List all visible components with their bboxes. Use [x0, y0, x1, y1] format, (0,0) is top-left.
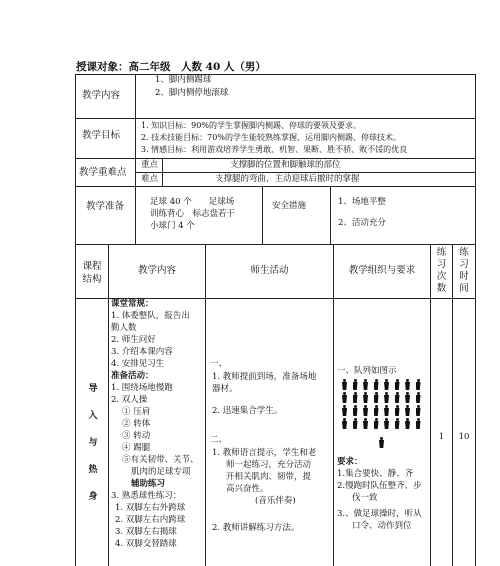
header-title: 授课对象：高二年级 人数 40 人（男） — [76, 61, 266, 73]
content-line: 3. 熟悉球性练习： — [111, 491, 182, 501]
org-title: 一、队列如图示 — [337, 366, 397, 376]
student-figure — [415, 405, 422, 416]
col-count: 练 习 次 数 — [436, 247, 447, 294]
content-label: 教学内容 — [82, 90, 121, 101]
activity-line: 一、 — [210, 359, 228, 369]
student-figure — [373, 418, 380, 429]
goal-item: 3. 情感目标：利用游戏培养学生勇敢、机智、果断、胜不骄、败不馁的优良 — [141, 145, 408, 154]
activity-line: 器材。 — [212, 384, 238, 394]
student-figure — [404, 392, 411, 403]
student-figure — [415, 418, 422, 429]
org-req-line: 1.集合要快、静、齐 — [337, 469, 414, 479]
content-line: 勤人数 — [111, 323, 137, 333]
col-organization: 教学组织与要求 — [348, 265, 416, 276]
student-figure — [362, 405, 369, 416]
student-figure — [341, 379, 348, 390]
student-figure — [394, 392, 401, 403]
goal-item: 1. 知识目标：90%的学生掌握脚内侧踢、停球的要领及要求。 — [141, 121, 361, 130]
section-name-char: 入 — [88, 411, 98, 421]
activity-line: (音乐伴奏) — [255, 496, 296, 506]
content-line: 4. 安排见习生 — [111, 359, 165, 369]
goal-item: 2. 技术技能目标：70%的学生能较熟练掌握、运用脚内侧踢、停球技术。 — [141, 133, 401, 142]
content-line: ④ 踢腿 — [122, 443, 151, 453]
line — [108, 244, 109, 566]
content-line: 4. 双脚交替踏球 — [115, 539, 177, 549]
student-figure — [352, 418, 359, 429]
section-name-char: 与 — [88, 438, 98, 448]
student-figure — [383, 405, 390, 416]
org-req-line: 口令、动作到位 — [352, 521, 412, 531]
safety-item: 1、场地平整 — [338, 197, 386, 207]
keypoints-label: 教学重难点 — [79, 167, 127, 178]
student-figure — [383, 379, 390, 390]
content-line: 肌肉的足球专项 — [131, 467, 191, 477]
content-line: 2. 师生问好 — [111, 335, 156, 345]
student-figure — [341, 405, 348, 416]
equipment-line: 足球 40 个 足球场 — [150, 197, 235, 207]
org-req-line: 2.慢跑时队伍整齐、步 — [337, 481, 422, 491]
org-requirements-title: 要求： — [337, 457, 363, 467]
activity-line: 1. 教师提前到场，准备场地 — [212, 372, 317, 382]
line — [135, 74, 136, 244]
content-line: 课堂常规： — [111, 299, 154, 309]
student-figure — [394, 405, 401, 416]
student-figure — [404, 405, 411, 416]
activity-line: 2. 迅速集合学生。 — [212, 406, 283, 416]
org-req-line: 3.、做足球操时，听从 — [337, 509, 422, 519]
activity-line: 1. 教师语言提示，学生和老 — [212, 448, 317, 458]
line — [75, 244, 475, 245]
section-name-char: 导 — [88, 384, 98, 394]
content-line: ⑤有关韧带、关节、 — [122, 455, 199, 465]
activity-line: 师一起练习，充分活动 — [226, 460, 312, 470]
line — [475, 74, 476, 566]
focus-text: 支撑脚的位置和脚触球的部位 — [230, 160, 341, 170]
safety-item: 2、活动充分 — [338, 218, 386, 228]
student-figure — [394, 418, 401, 429]
col-structure: 课程 结构 — [82, 261, 102, 285]
student-figure — [383, 418, 390, 429]
student-figure — [352, 379, 359, 390]
section-name-char: 热 — [88, 465, 98, 475]
student-figure — [352, 392, 359, 403]
line — [330, 186, 331, 244]
student-figure — [362, 379, 369, 390]
line — [162, 158, 163, 186]
student-figure — [341, 418, 348, 429]
student-figure — [383, 392, 390, 403]
student-figure — [341, 392, 348, 403]
content-line: 1. 围绕场地慢跑 — [111, 383, 173, 393]
content-line: 1. 体委整队，报告出 — [111, 311, 190, 321]
student-figure — [415, 392, 422, 403]
teacher-figure — [378, 437, 385, 448]
student-figure — [362, 418, 369, 429]
line — [135, 172, 475, 173]
content-line: 2. 双人操 — [111, 395, 148, 405]
student-figure — [373, 405, 380, 416]
col-content: 教学内容 — [137, 265, 176, 276]
activity-line: 二、 — [210, 435, 228, 445]
line — [262, 186, 263, 244]
student-figure — [404, 418, 411, 429]
equipment-label: 教学准备 — [86, 201, 125, 212]
content-line: 3. 双脚左右揭球 — [115, 527, 177, 537]
line — [75, 74, 76, 566]
difficulty-text: 支撑腿的弯曲，主动迎球后撤时的掌握 — [215, 174, 360, 184]
section-name — [78, 381, 108, 516]
student-figure — [373, 379, 380, 390]
content-line: 2. 双脚左右内跨球 — [115, 515, 186, 525]
activity-line: 2. 教师讲解练习方法。 — [212, 523, 300, 533]
content-line: ① 压肩 — [122, 407, 151, 417]
content-line: 辅助练习 — [131, 479, 166, 489]
student-figure — [394, 379, 401, 390]
goals-label: 教学目标 — [82, 130, 121, 141]
activity-line: 高兴奋性。 — [226, 484, 269, 494]
section-name-char: 身 — [88, 492, 98, 502]
student-figure — [362, 392, 369, 403]
focus-tag: 重点 — [141, 160, 159, 170]
equipment-line: 训练背心 标志盘若干 — [150, 209, 236, 219]
line — [205, 244, 206, 566]
student-figure — [373, 392, 380, 403]
content-line: 3. 介绍本课内容 — [111, 347, 173, 357]
difficulty-tag: 难点 — [141, 174, 159, 184]
content-item: 2、脚内侧停地滚球 — [155, 88, 229, 98]
safety-label: 安全措施 — [272, 201, 307, 211]
content-line: 1. 双脚左右外跨球 — [115, 503, 186, 513]
student-figure — [404, 379, 411, 390]
content-line: ③ 转动 — [122, 431, 151, 441]
col-activity: 师生活动 — [250, 265, 289, 276]
col-time: 练 习 时 间 — [459, 247, 469, 294]
content-line: ② 转体 — [122, 419, 151, 429]
student-figure — [415, 379, 422, 390]
line — [333, 244, 334, 566]
content-line: 准备活动： — [111, 371, 154, 381]
content-item: 1、脚内侧踢球 — [155, 75, 212, 85]
student-figure — [352, 405, 359, 416]
org-req-line: 伐一致 — [352, 493, 378, 503]
activity-line: 开相关肌肉、韧带，提 — [226, 472, 312, 482]
equipment-line: 小球门 4 个 — [150, 221, 195, 231]
exercise-time: 10 — [458, 432, 470, 442]
exercise-count: 1 — [438, 432, 445, 442]
